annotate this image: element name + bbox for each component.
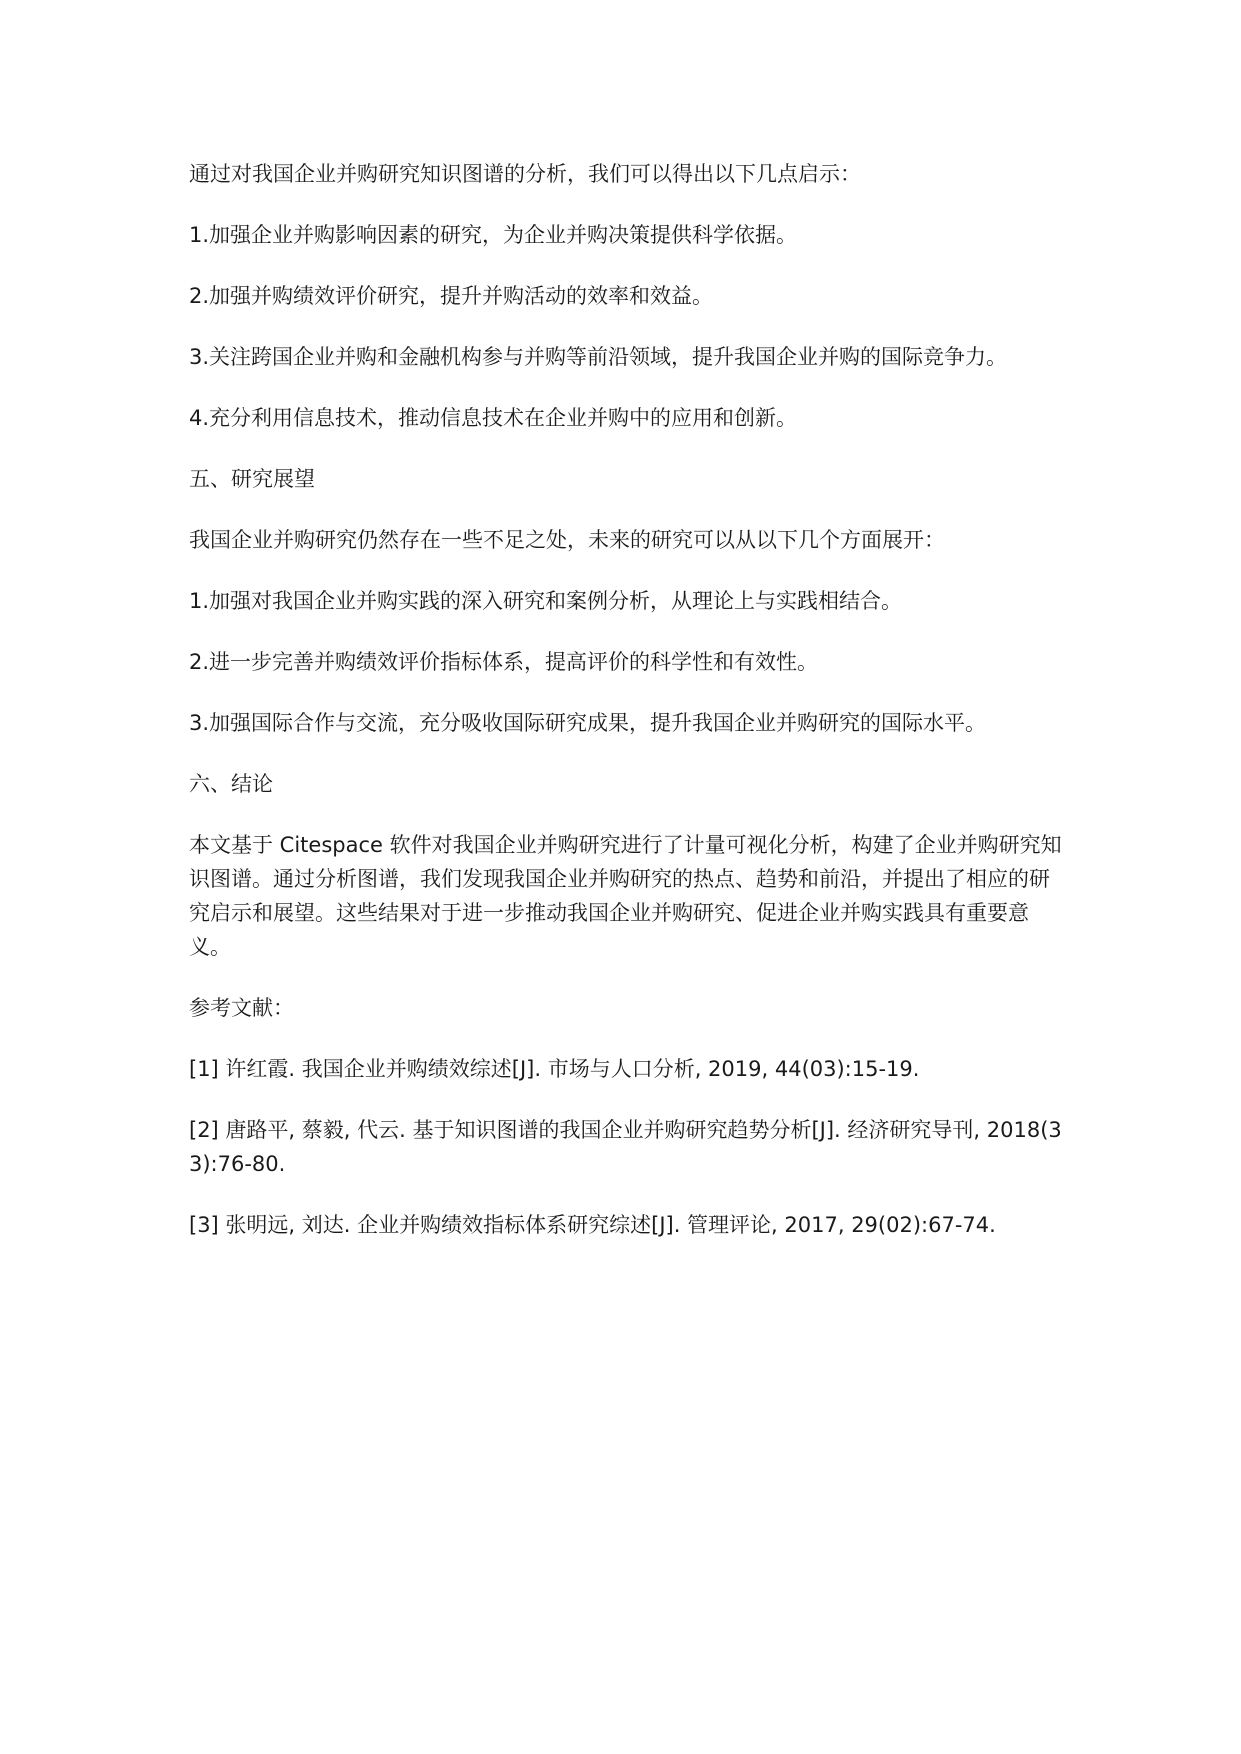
outlook-item-2: 2.进一步完善并购绩效评价指标体系，提高评价的科学性和有效性。 [189, 650, 819, 674]
references-heading: 参考文献： [189, 996, 294, 1020]
insight-item-2: 2.加强并购绩效评价研究，提升并购活动的效率和效益。 [189, 284, 714, 308]
document-body [189, 157, 1069, 1269]
insight-item-1: 1.加强企业并购影响因素的研究，为企业并购决策提供科学依据。 [189, 223, 798, 247]
section-heading-conclusion: 六、结论 [189, 772, 273, 796]
conclusion-paragraph: 本文基于 Citespace 软件对我国企业并购研究进行了计量可视化分析，构建了企业并购研究知识图谱。通过分析图谱，我们发现我国企业并购研究的热点、趋势和前沿，并提出了相应的研究启示和展望。这些结果对于进一步推动我国企业并购研究、促进企业并购实践具有重要意义。 [189, 833, 1062, 959]
section-heading-outlook: 五、研究展望 [189, 467, 315, 491]
outlook-intro-paragraph: 我国企业并购研究仍然存在一些不足之处，未来的研究可以从以下几个方面展开： [189, 528, 945, 552]
reference-item-2: [2] 唐路平, 蔡毅, 代云. 基于知识图谱的我国企业并购研究趋势分析[J]. 经济研究导刊, 2018(33):76-80. [189, 1118, 1062, 1176]
insight-item-4: 4.充分利用信息技术，推动信息技术在企业并购中的应用和创新。 [189, 406, 798, 430]
outlook-item-3: 3.加强国际合作与交流，充分吸收国际研究成果，提升我国企业并购研究的国际水平。 [189, 711, 987, 735]
reference-item-3: [3] 张明远, 刘达. 企业并购绩效指标体系研究综述[J]. 管理评论, 2017, 29(02):67-74. [189, 1213, 996, 1237]
reference-item-1: [1] 许红霞. 我国企业并购绩效综述[J]. 市场与人口分析, 2019, 44(03):15-19. [189, 1057, 920, 1081]
insight-item-3: 3.关注跨国企业并购和金融机构参与并购等前沿领域，提升我国企业并购的国际竞争力。 [189, 345, 1008, 369]
outlook-item-1: 1.加强对我国企业并购实践的深入研究和案例分析，从理论上与实践相结合。 [189, 589, 903, 613]
intro-paragraph: 通过对我国企业并购研究知识图谱的分析，我们可以得出以下几点启示： [189, 162, 861, 186]
